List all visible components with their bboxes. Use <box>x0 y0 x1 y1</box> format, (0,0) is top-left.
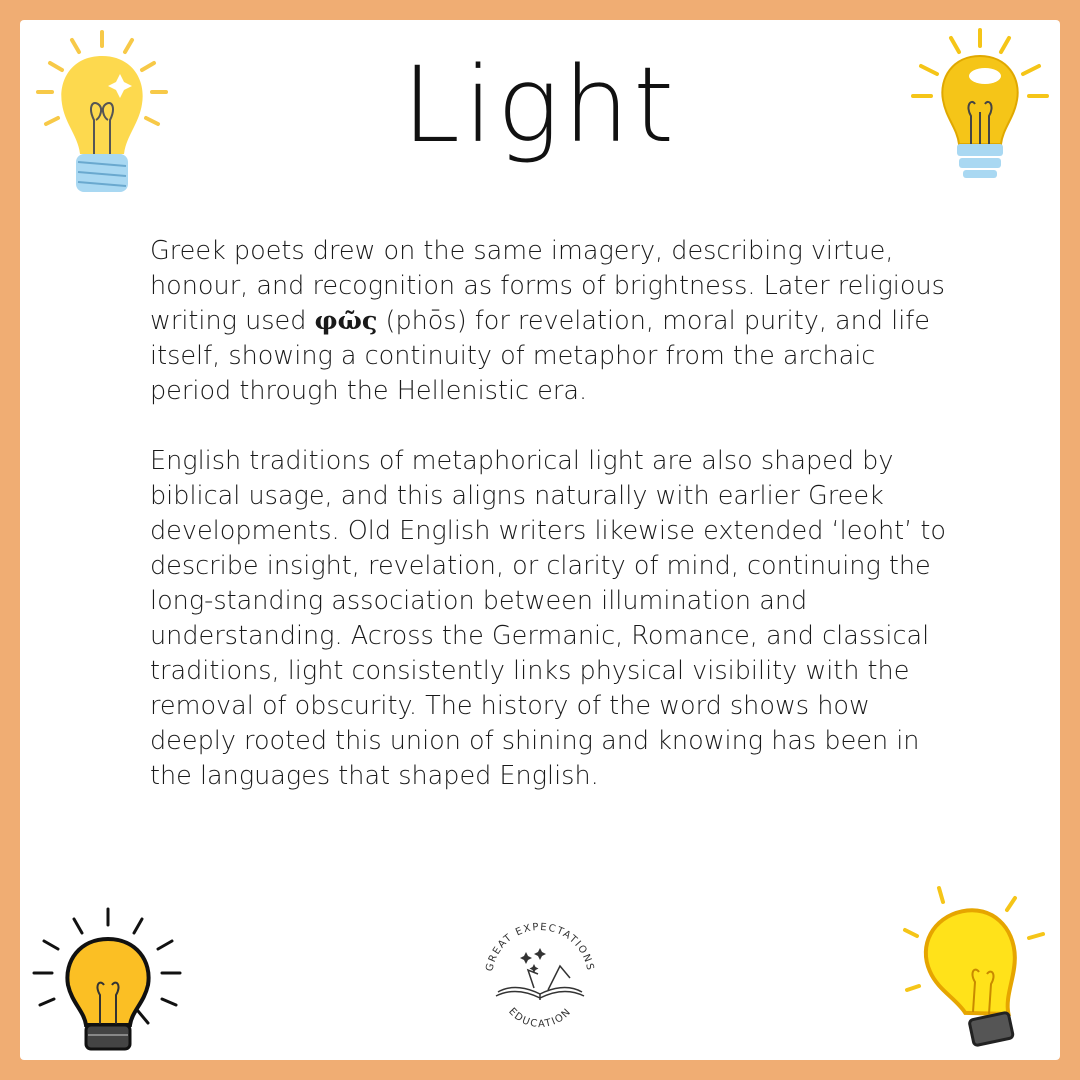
body-text <box>150 234 950 794</box>
lightbulb-icon-bottom-right <box>895 882 1055 1057</box>
logo-arc-top: GREAT EXPECTATIONS <box>484 921 596 973</box>
greek-word: φῶς <box>314 306 378 336</box>
svg-text:GREAT EXPECTATIONS <box>484 922 595 973</box>
svg-text:EDUCATION <box>506 1006 574 1030</box>
book-logo-icon <box>478 908 602 1038</box>
paragraph-english: English traditions of metaphorical light are also shaped by biblical usage, and this aligns naturally with earlier Greek developments. Old English writers likewise extended ‘leoht’ to describe insight, revelation, or clarity of mind, continuing the long-standing association between illumination and understanding. Across the Germanic, Romance, and classical traditions, light consistently links physical visibility with the removal of obscurity. The history of the word shows how deeply rooted this union of shining and knowing has been in the languages that shaped English. <box>150 446 946 791</box>
paragraph-1-text-before: Greek poets drew on the same imagery, describing virtue, honour, and recognition as forms of brightness. Later religious writing used <box>150 236 945 336</box>
paragraph-greek <box>150 234 950 409</box>
logo-arc-bottom: EDUCATION <box>506 1006 574 1031</box>
paragraph-1-text-after: (phōs) for revelation, moral purity, and life itself, showing a continuity of metaphor from the archaic period through the Hellenistic era. <box>150 306 930 406</box>
page-title: Light <box>402 44 678 166</box>
lightbulb-icon-bottom-left <box>30 905 190 1055</box>
